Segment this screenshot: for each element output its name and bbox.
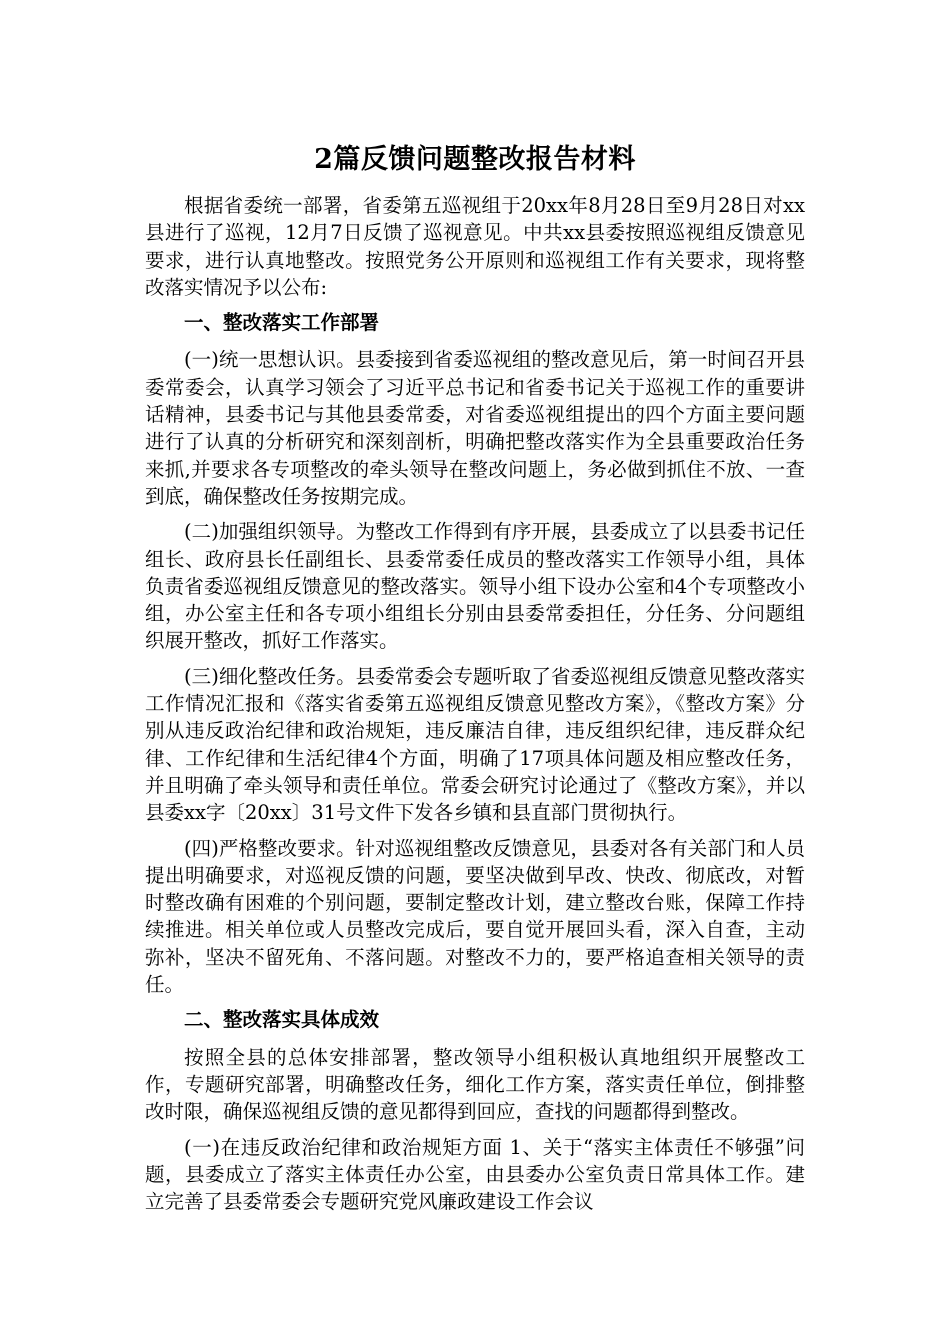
paragraph-refine-tasks: (三)细化整改任务。县委常委会专题听取了省委巡视组反馈意见整改落实工作情况汇报和《落实省委第五巡视组反馈意见整改方案》，《整改方案》分别从违反政治纪律和政治规矩，违反廉洁自律，违反组织纪律，违反群众纪律、工作纪律和生活纪律4个方面，明确了17项具体问题及相应整改任务，并且明确了牵头领导和责任单位。常委会研究讨论通过了《整改方案》，并以县委xx字〔20xx〕31号文件下发各乡镇和县直部门贯彻执行。 — [145, 664, 805, 825]
paragraph-political-discipline: (一)在违反政治纪律和政治规矩方面 1、关于“落实主体责任不够强”问题，县委成立了落实主体责任办公室，由县委办公室负责日常具体工作。建立完善了县委常委会专题研究党风廉政建设工作会议 — [145, 1135, 805, 1214]
paragraph-overall-arrangement: 按照全县的总体安排部署，整改领导小组积极认真地组织开展整改工作，专题研究部署，明确整改任务，细化工作方案，落实责任单位，倒排整改时限，确保巡视组反馈的意见都得到回应，查找的问题都得到整改。 — [145, 1045, 805, 1124]
paragraph-strengthen-leadership: (二)加强组织领导。为整改工作得到有序开展，县委成立了以县委书记任组长、政府县长任副组长、县委常委任成员的整改落实工作领导小组，具体负责省委巡视组反馈意见的整改落实。领导小组下设办公室和4个专项整改小组，办公室主任和各专项小组组长分别由县委常委担任，分任务、分问题组织展开整改，抓好工作落实。 — [145, 520, 805, 653]
document-page — [145, 140, 805, 1223]
section-heading-2: 二、整改落实具体成效 — [184, 1008, 380, 1032]
paragraph-strict-requirements: (四)严格整改要求。针对巡视组整改反馈意见，县委对各有关部门和人员提出明确要求，对巡视反馈的问题，要坚决做到早改、快改、彻底改，对暂时整改确有困难的个别问题，要制定整改计划，建立整改台账，保障工作持续推进。相关单位或人员整改完成后，要自觉开展回头看，深入自查，主动弥补，坚决不留死角、不落问题。对整改不力的，要严格追查相关领导的责任。 — [145, 836, 805, 997]
intro-paragraph: 根据省委统一部署，省委第五巡视组于20xx年8月28日至9月28日对xx县进行了巡视，12月7日反馈了巡视意见。中共xx县委按照巡视组反馈意见要求，进行认真地整改。按照党务公开原则和巡视组工作有关要求，现将整改落实情况予以公布: — [145, 194, 805, 299]
paragraph-unify-thinking: (一)统一思想认识。县委接到省委巡视组的整改意见后，第一时间召开县委常委会，认真学习领会了习近平总书记和省委书记关于巡视工作的重要讲话精神，县委书记与其他县委常委，对省委巡视组提出的四个方面主要问题进行了认真的分析研究和深刻剖析，明确把整改落实作为全县重要政治任务来抓,并要求各专项整改的牵头领导在整改问题上，务必做到抓住不放、一查到底，确保整改任务按期完成。 — [145, 348, 805, 508]
document-title: 2篇反馈问题整改报告材料 — [314, 144, 636, 175]
section-heading-1: 一、整改落实工作部署 — [184, 311, 380, 335]
